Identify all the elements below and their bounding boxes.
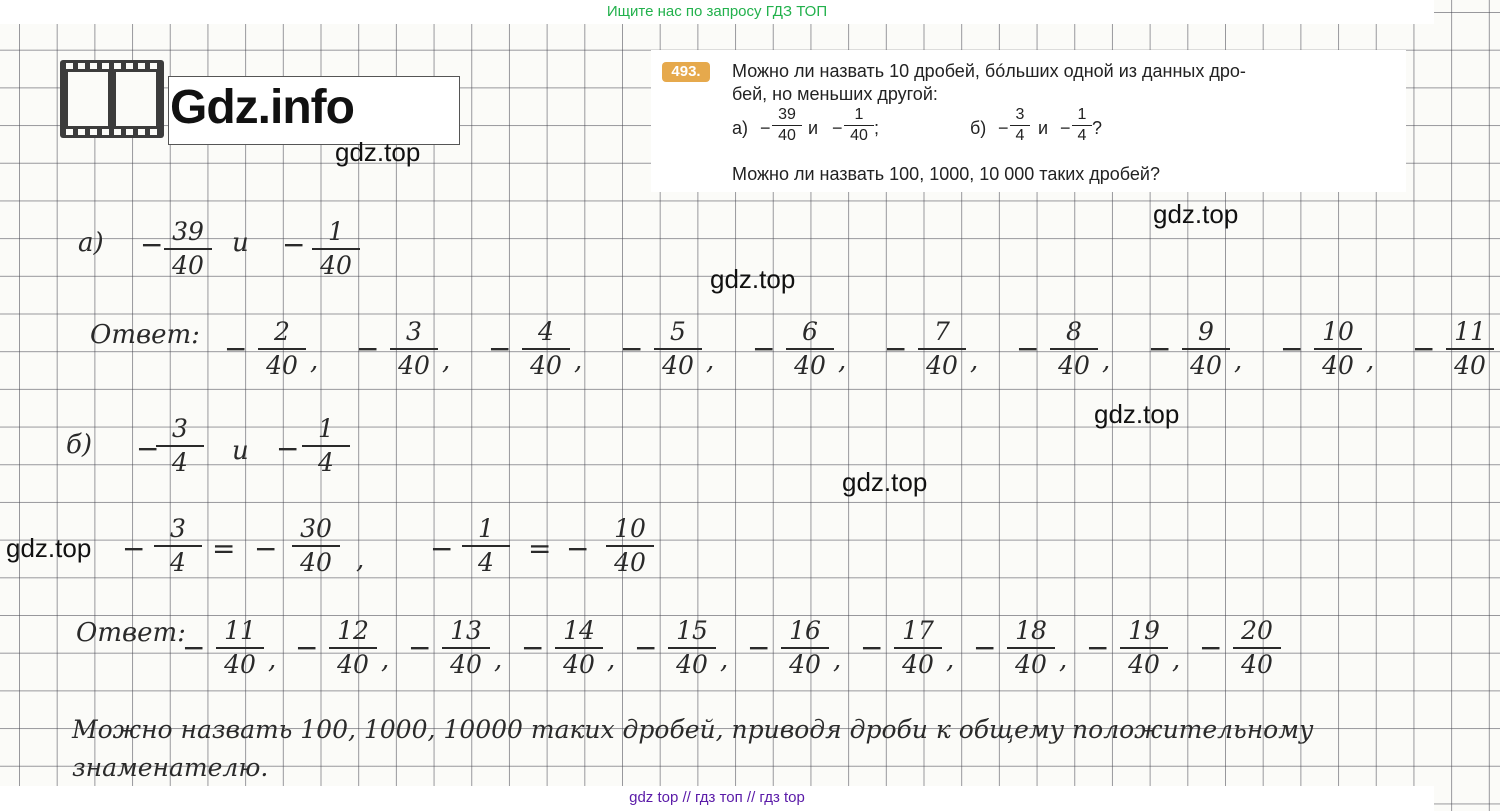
solution-b-fraction2: 1 4 [296, 415, 356, 477]
answer-fraction: 12 40 [323, 617, 383, 679]
separator-comma: , [1366, 346, 1375, 376]
answer-fraction: 9 40 [1176, 318, 1236, 380]
answer-b-label: Ответ: [76, 618, 186, 648]
answer-fraction: 5 40 [648, 318, 708, 380]
minus-sign: − [620, 332, 644, 365]
separator-comma: , [607, 645, 616, 675]
logo-text: Gdz.info [170, 81, 354, 134]
separator-comma: , [310, 346, 319, 376]
answer-fraction: 7 40 [912, 318, 972, 380]
equals-sign: = [528, 532, 552, 565]
minus-sign: − [182, 631, 206, 664]
task-part-a-end: ; [874, 118, 880, 138]
separator-comma: , [494, 645, 503, 675]
separator-comma: , [1172, 645, 1181, 675]
bottom-banner: gdz top // гдз топ // гдз top [0, 786, 1434, 811]
minus-sign: − [752, 332, 776, 365]
separator-comma: , [970, 346, 979, 376]
answer-fraction: 11 40 [1440, 318, 1500, 380]
solution-b-fraction1: 3 4 [150, 415, 210, 477]
minus-sign: − [973, 631, 997, 664]
answer-fraction: 19 40 [1114, 617, 1174, 679]
answer-fraction: 3 40 [384, 318, 444, 380]
task-text-line4: Можно ли назвать 100, 1000, 10 000 таких дробей? [732, 164, 1160, 184]
conclusion-line1: Можно назвать 100, 1000, 10000 таких дробей, приводя дроби к общему положительному [72, 715, 1314, 744]
minus-sign: − [1280, 332, 1304, 365]
watermark: gdz.top [1153, 199, 1239, 229]
minus-sign: − [254, 532, 278, 565]
separator-comma: , [706, 346, 715, 376]
minus-sign: − [136, 432, 160, 465]
task-part-b-fraction2: 1 4 [1072, 106, 1092, 145]
task-text-line2: бей, но меньших другой: [732, 84, 938, 104]
separator-comma: , [720, 645, 729, 675]
answer-fraction: 13 40 [436, 617, 496, 679]
separator-comma: , [1102, 346, 1111, 376]
answer-fraction: 11 40 [210, 617, 270, 679]
minus-sign: − [408, 631, 432, 664]
watermark: gdz.top [842, 467, 928, 497]
task-part-b-sign2: − [1060, 118, 1071, 138]
solution-b-and: и [232, 436, 249, 466]
minus-sign: − [140, 228, 164, 261]
task-part-b-label: б) [970, 118, 987, 138]
task-part-a-fraction1: 39 40 [772, 106, 802, 145]
minus-sign: − [1199, 631, 1223, 664]
minus-sign: − [282, 228, 306, 261]
top-banner: Ищите нас по запросу ГДЗ ТОП [0, 0, 1434, 24]
minus-sign: − [1016, 332, 1040, 365]
answer-fraction: 6 40 [780, 318, 840, 380]
conversion-2-right: 10 40 [600, 515, 660, 577]
minus-sign: − [860, 631, 884, 664]
task-part-a-and: и [808, 118, 819, 138]
task-part-a-sign1: − [760, 118, 771, 138]
film-strip-icon [58, 58, 166, 140]
watermark: gdz.top [1094, 399, 1180, 429]
equals-sign: = [212, 532, 236, 565]
minus-sign: − [276, 432, 300, 465]
task-part-a-sign2: − [832, 118, 843, 138]
watermark: gdz.top [710, 264, 796, 294]
task-number-badge: 493. [662, 62, 710, 82]
separator-comma: , [1059, 645, 1068, 675]
separator-comma: , [833, 645, 842, 675]
minus-sign: − [747, 631, 771, 664]
minus-sign: − [634, 631, 658, 664]
minus-sign: − [1086, 631, 1110, 664]
minus-sign: − [488, 332, 512, 365]
answer-a-label: Ответ: [90, 320, 200, 350]
minus-sign: − [224, 332, 248, 365]
answer-fraction: 14 40 [549, 617, 609, 679]
minus-sign: − [521, 631, 545, 664]
answer-fraction: 20 40 [1227, 617, 1287, 679]
separator-comma: , [381, 645, 390, 675]
answer-fraction: 10 40 [1308, 318, 1368, 380]
separator-comma: , [838, 346, 847, 376]
answer-fraction: 17 40 [888, 617, 948, 679]
conversion-1-right: 30 40 [286, 515, 346, 577]
solution-a-fraction1: 39 40 [158, 218, 218, 280]
solution-b-label: б) [66, 430, 93, 460]
solution-a-and: и [232, 228, 249, 258]
separator-comma: , [946, 645, 955, 675]
separator-comma: , [356, 545, 365, 575]
answer-fraction: 8 40 [1044, 318, 1104, 380]
conclusion-line2: знаменателю. [72, 753, 269, 782]
task-part-b-sign1: − [998, 118, 1009, 138]
conversion-1-left: 3 4 [148, 515, 208, 577]
task-part-a-fraction2: 1 40 [844, 106, 874, 145]
task-text-line1: Можно ли назвать 10 дробей, бóльших одной из данных дро- [732, 61, 1246, 81]
task-part-a-label: а) [732, 118, 749, 138]
task-part-b-fraction1: 3 4 [1010, 106, 1030, 145]
answer-fraction: 2 40 [252, 318, 312, 380]
minus-sign: − [1148, 332, 1172, 365]
solution-a-fraction2: 1 40 [306, 218, 366, 280]
minus-sign: − [356, 332, 380, 365]
answer-fraction: 4 40 [516, 318, 576, 380]
minus-sign: − [295, 631, 319, 664]
separator-comma: , [1234, 346, 1243, 376]
separator-comma: , [574, 346, 583, 376]
minus-sign: − [122, 532, 146, 565]
task-part-b-and: и [1038, 118, 1049, 138]
conversion-2-left: 1 4 [456, 515, 516, 577]
minus-sign: − [884, 332, 908, 365]
minus-sign: − [566, 532, 590, 565]
separator-comma: , [442, 346, 451, 376]
answer-fraction: 15 40 [662, 617, 722, 679]
watermark: gdz.top [335, 137, 421, 167]
minus-sign: − [430, 532, 454, 565]
minus-sign: − [1412, 332, 1436, 365]
task-part-b-end: ? [1092, 118, 1103, 138]
solution-a-label: а) [78, 228, 104, 258]
watermark: gdz.top [6, 533, 92, 563]
answer-fraction: 16 40 [775, 617, 835, 679]
answer-fraction: 18 40 [1001, 617, 1061, 679]
separator-comma: , [268, 645, 277, 675]
